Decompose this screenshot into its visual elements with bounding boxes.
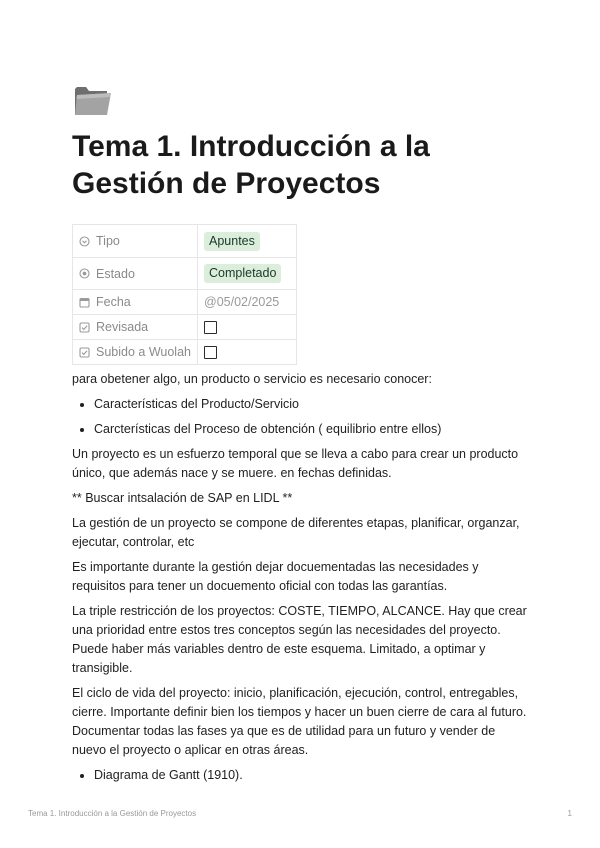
status-tag[interactable]: Completado — [204, 264, 281, 283]
property-row-fecha — [73, 290, 297, 315]
properties-table — [72, 224, 297, 365]
property-value-cell — [198, 315, 297, 340]
paragraph: ** Buscar intsalación de SAP en LIDL ** — [72, 491, 293, 505]
property-row-tipo — [73, 225, 297, 258]
property-label-cell — [73, 258, 198, 290]
page-title: Tema 1. Introducción a la Gestión de Proyectos — [72, 130, 430, 200]
checkbox-prop-icon — [79, 322, 90, 333]
revisada-checkbox[interactable] — [204, 321, 217, 334]
property-row-subido — [73, 340, 297, 365]
list-item: • Diagrama de Gantt (1910). — [94, 766, 532, 785]
property-label: Revisada — [96, 320, 149, 334]
property-row-revisada — [73, 315, 297, 340]
property-label: Subido a Wuolah — [96, 345, 191, 359]
property-label: Fecha — [96, 295, 131, 309]
page-content — [72, 370, 532, 791]
paragraph: Es importante durante la gestión dejar docuementadas las necesidades y requisitos para tener un docuemento oficial con todas las garantías. — [72, 560, 479, 593]
paragraph: Un proyecto es un esfuerzo temporal que se lleva a cabo para crear un producto único, que además nace y se muere. en fechas definidas. — [72, 447, 519, 480]
paragraph: para obetener algo, un producto o servicio es necesario conocer: — [72, 372, 432, 386]
property-label: Tipo — [96, 234, 120, 248]
property-value-cell — [198, 340, 297, 365]
paragraph: La gestión de un proyecto se compone de diferentes etapas, planificar, organzar, ejecutar, controlar, etc — [72, 516, 520, 549]
status-icon — [79, 268, 90, 279]
property-row-estado — [73, 258, 297, 290]
bullet-list — [72, 766, 532, 785]
property-label-cell — [73, 290, 198, 315]
page-footer — [28, 809, 572, 818]
property-value-cell[interactable] — [198, 290, 297, 315]
paragraph: La triple restricción de los proyectos: COSTE, TIEMPO, ALCANCE. Hay que crear una prioridad entre estos tres conceptos según las necesidades del proyecto. Puede haber más variables dentro de este esquema. Limitado, a optimar y transigible. — [72, 604, 527, 675]
list-item: • Características del Producto/Servicio — [94, 395, 532, 414]
list-item: • Carcterísticas del Proceso de obtención ( equilibrio entre ellos) — [94, 420, 532, 439]
subido-checkbox[interactable] — [204, 346, 217, 359]
calendar-icon — [79, 297, 90, 308]
checkbox-prop-icon — [79, 347, 90, 358]
property-label-cell — [73, 340, 198, 365]
paragraph: El ciclo de vida del proyecto: inicio, planificación, ejecución, control, entregables, cierre. Importante definir bien los tiempos y hacer un buen cierre de cara al futuro. Documentar todas las fases ya que es de utilidad para un futuro y vender de nuevo el proyecto o aplicar en otras áreas. — [72, 686, 527, 757]
property-label-cell — [73, 225, 198, 258]
bullet-list — [72, 395, 532, 439]
property-value-cell[interactable] — [198, 258, 297, 290]
page-number: 1 — [567, 809, 572, 818]
folder-icon — [73, 80, 113, 118]
footer-title: Tema 1. Introducción a la Gestión de Proyectos — [28, 809, 197, 818]
select-icon — [79, 236, 90, 247]
property-label: Estado — [96, 266, 135, 281]
property-value-cell[interactable] — [198, 225, 297, 258]
property-label-cell — [73, 315, 198, 340]
date-value[interactable]: @05/02/2025 — [204, 295, 280, 309]
type-tag[interactable]: Apuntes — [204, 232, 260, 251]
